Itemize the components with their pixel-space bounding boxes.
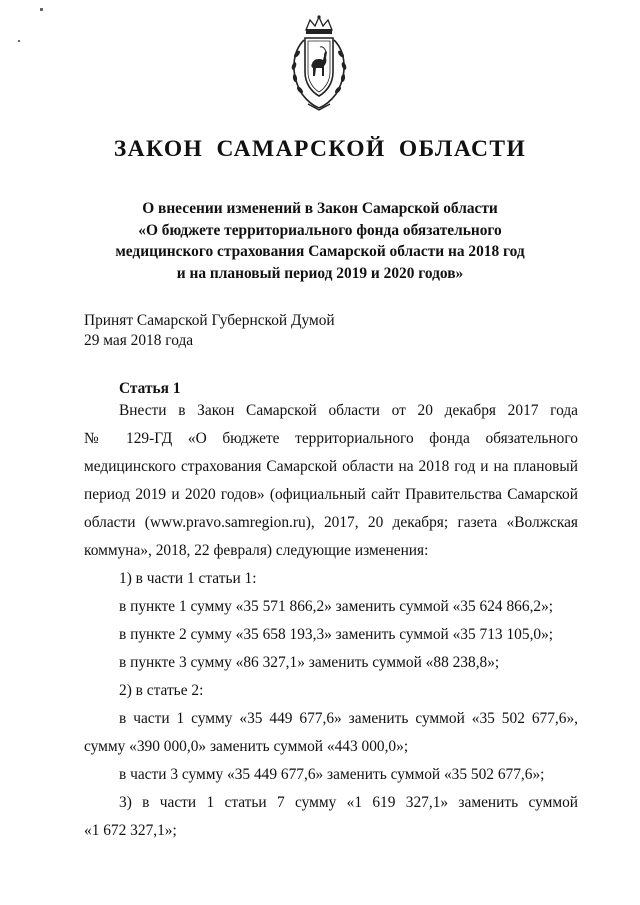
body-line: в пункте 2 сумму «35 658 193,3» заменить суммой «35 713 105,0»; xyxy=(119,626,554,643)
law-subtitle xyxy=(0,198,640,284)
coat-of-arms-icon xyxy=(284,14,354,114)
body-line: коммуна», 2018, 22 февраля) следующие изменения: xyxy=(84,542,429,559)
subtitle-line: «О бюджете территориального фонда обязательного xyxy=(138,221,502,239)
body-line: 2) в статье 2: xyxy=(119,682,204,699)
body-line: 3) в части 1 статьи 7 сумму «1 619 327,1» заменить суммой xyxy=(119,794,578,811)
scan-speck xyxy=(18,40,20,42)
scan-speck xyxy=(40,8,43,11)
body-line: в пункте 1 сумму «35 571 866,2» заменить суммой «35 624 866,2»; xyxy=(119,598,554,615)
body-line: 1) в части 1 статьи 1: xyxy=(119,570,257,587)
law-title: ЗАКОН САМАРСКОЙ ОБЛАСТИ xyxy=(113,136,527,162)
body-line: сумму «390 000,0» заменить суммой «443 000,0»; xyxy=(84,738,409,755)
body-line: «1 672 327,1»; xyxy=(84,822,177,839)
adoption-info xyxy=(84,311,335,351)
body-line: в части 3 сумму «35 449 677,6» заменить суммой «35 502 677,6»; xyxy=(119,766,545,783)
article-heading: Статья 1 xyxy=(119,380,181,397)
body-line: в части 1 сумму «35 449 677,6» заменить суммой «35 502 677,6», xyxy=(119,710,578,727)
article-body xyxy=(84,397,578,845)
adoption-date: 29 мая 2018 года xyxy=(84,332,194,349)
body-line: период 2019 и 2020 годов» (официальный сайт Правительства Самарской xyxy=(84,486,578,503)
subtitle-line: О внесении изменений в Закон Самарской области xyxy=(142,200,498,217)
body-line: в пункте 3 сумму «86 327,1» заменить суммой «88 238,8»; xyxy=(119,654,500,671)
body-line: области (www.pravo.samregion.ru), 2017, 20 декабря; газета «Волжская xyxy=(84,514,578,531)
body-line: медицинского страхования Самарской области на 2018 год и на плановый xyxy=(84,458,578,475)
body-line: Внести в Закон Самарской области от 20 декабря 2017 года xyxy=(119,402,578,419)
subtitle-line: и на плановый период 2019 и 2020 годов» xyxy=(176,264,464,282)
subtitle-line: медицинского страхования Самарской области на 2018 год xyxy=(115,243,525,260)
body-line: № 129-ГД «О бюджете территориального фонда обязательного xyxy=(84,430,578,447)
adoption-body: Принят Самарской Губернской Думой xyxy=(84,312,335,329)
